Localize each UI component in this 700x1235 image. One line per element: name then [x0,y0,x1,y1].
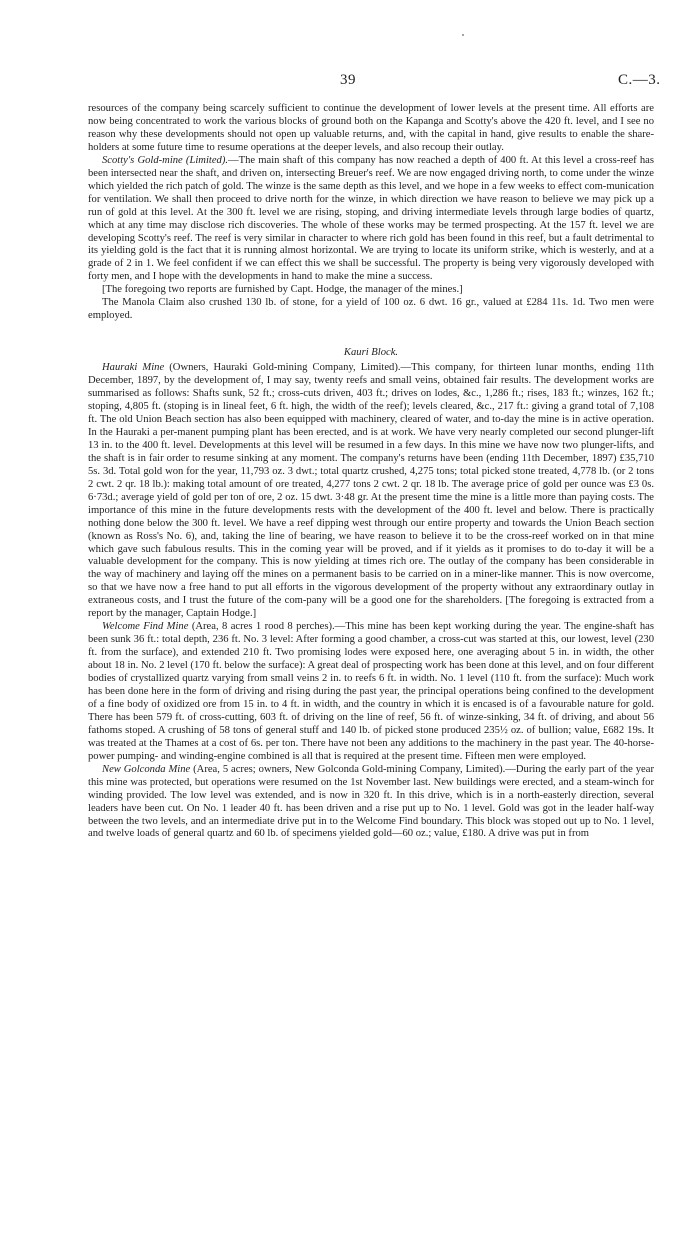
paragraph-title: Hauraki Mine [102,362,165,374]
section-heading-kauri-block: Kauri Block. [343,347,399,359]
paragraph-scottys [88,155,654,285]
paragraph-text: —The main shaft of this company has now reached a depth of 400 ft. At this level a cross-reef has been intersected near the shaft, and driven on, intersecting Breuer's reef. We are now engaged driving north, to come under the winze which yielded the rich patch of gold. The winze is the same depth as this level, and we hope in a few weeks to effect com-munication for ventilation. We shall then proceed to drive north for the winze, in which direction we have reason to believe we may pick up a run of gold at this level. At the 300 ft. level we are rising, stoping, and driving intermediate levels through large bodies of quartz, which at any time may disclose rich discoveries. The whole of these works may be termed prospecting. At the 157 ft. level we are developing Scotty's reef. The reef is very similar in character to where rich gold has been found in this reef, but a fault detrimental to its yielding gold is the fact that it is running almost horizontal. We are trying to locate its uniform strike, which is westerly, and at a grade of 2 in 1. We feel confident if we can effect this we shall be successful. The property is being very vigorously developed with forty men, and I hope with the developments in hand to make the mine a success. [88,154,654,283]
body-text [88,103,654,841]
paragraph-text: (Area, 5 acres; owners, New Golconda Gold-mining Company, Limited).—During the early part of the year this mine was protected, but operations were resumed on the 1st November last. New buildings were erected, and a steam-winch for winding provided. The low level was extended, and is now in 320 ft. In this drive, which is in a north-easterly direction, several leaders have been cut. On No. 1 leader 40 ft. has been driven and a rise put up to No. 1 level. Gold was got in the leader half-way between the two levels, and an intermediate drive put in to the Welcome Find boundary. This block was stoped out up to No. 1 level, and twelve loads of general quartz and 60 lb. of specimens yielded gold—60 oz.; value, £180. A drive was put in from [88,763,654,840]
paragraph-title: Welcome Find Mine [102,621,189,633]
paragraph-text: (Owners, Hauraki Gold-mining Company, Limited).—This company, for thirteen lunar months, ending 11th December, 1897, by the development of, I may say, twenty reefs and small veins, obtained fair results. The development works are summarised as follows: Shafts sunk, 52 ft.; cross-cuts driven, 403 ft.; drives on lodes, &c., 1,286 ft.; rises, 183 ft.; winzes, 162 ft.; stoping, 4,805 ft. (stoping is in lineal feet, 6 ft. high, the width of the reef); levels cleared, &c., 217 ft.: giving a grand total of 7,108 ft. The old Union Beach section has also been equipped with machinery, cleared of water, and to-day the mine is in active operation. In the Hauraki a per-manent pumping plant has been erected, and is at work. We have very nearly completed our second plunger-lift 13 in. to the 400 ft. level. Developments at this level will be resumed in a few days. In this mine we have now two plunger-lifts, and the shaft is in fair order to resume sinking at any moment. The company's returns have been (ending 11th December, 1897) £35,710 5s. 3d. Total gold won for the year, 11,793 oz. 3 dwt.; total quartz crushed, 4,275 tons; total picked stone treated, 4,778 lb. (or 2 tons 2 cwt. 2 qr. 18 lb.): making total amount of ore treated, 4,277 tons 2 cwt. 2 qr. 18 lb. The average price of gold per ounce was £3 0s. 6·73d.; average yield of gold per ton of ore, 2 oz. 15 dwt. 3·48 gr. At the present time the mine is a little more than paying costs. The importance of this mine in the future developments rests with the development of the 400 ft. level and below. There is practically nothing done below the 300 ft. level. We have a reef dipping west through our entire property and towards the Union Beach section (known as Ross's No. 6), and, taking the line of bearing, we have reason to believe it to be the cross-reef worked on in that mine which gave such fabulous results. This in the coming year will be proved, and if it yields as it promises to do to-day it will be a valuable development for the company. This is now yielding at times rich ore. The outlay of the company has been considerable in the way of machinery and laying off the mines on a permanent basis to be carried on in a miner-like manner. This is now overcome, so that we have now a free hand to put all efforts in the vigorous development of the property without any extraordinary outlay in extraneous costs, and I trust the future of the com-pany will be a good one for the shareholders. [The foregoing is extracted from a report by the manager, Captain Hodge.] [88,362,654,620]
paragraph-note-hodge: [The foregoing two reports are furnished by Capt. Hodge, the manager of the mines.] [102,284,463,296]
paragraph-hauraki [88,362,654,621]
paragraph-title: Scotty's Gold-mine (Limited). [102,154,229,166]
document-reference: C.—3. [618,72,661,88]
paragraph-new-golconda [88,764,654,842]
page-number: 39 [340,72,356,88]
paragraph-kapanga-continuation: resources of the company being scarcely sufficient to continue the development of lower levels at the present time. All efforts are now being concentrated to work the various blocks of ground both on the Kapanga and Scotty's above the 420 ft. level, and I see no reason why these developments should not open up valuable returns, and, with the capital in hand, give results to enable the share-holders at some future time to resume operations at the deeper levels, and also recoup their outlay. [88,103,654,153]
paragraph-title: New Golconda Mine [102,763,191,775]
paragraph-manola-claim: The Manola Claim also crushed 130 lb. of stone, for a yield of 100 oz. 6 dwt. 16 gr., valued at £284 11s. 1d. Two men were employed. [88,297,654,322]
paragraph-welcome-find [88,621,654,763]
paragraph-text: (Area, 8 acres 1 rood 8 perches).—This mine has been kept working during the year. The engine-shaft has been sunk 36 ft.: total depth, 236 ft. No. 3 level: After forming a good chamber, a cross-cut was started at this, our lowest, level (230 ft. from the surface), and extended 210 ft. Two promising lodes were exposed here, one averaging about 5 in. in width, the other about 18 in. No. 2 level (170 ft. below the surface): A great deal of prospecting work has been done at this level, and on four different bodies of crystallized quartz varying from small veins 2 in. to reefs 6 ft. in width. No. 1 level (110 ft. from the surface): Much work has been done here in the form of driving and rising during the past year, the principal operations being confined to the development of a fine body of oxidized ore from 15 in. to 4 ft. in width, and the country in which it is encased is of a favourable nature for gold. There has been 579 ft. of cross-cutting, 603 ft. of driving on the line of reef, 56 ft. of winze-sinking, 34 ft. of driving, and about 56 fathoms stoped. A crushing of 58 tons of general stuff and 140 lb. of picked stone produced 235½ oz. of bullion; value, £682 19s. It was treated at the Thames at a cost of 6s. per ton. There have not been any additions to the machinery in the past year. The 40-horse-power pumping- and winding-engine combined is all that is required at the present time. Fifteen men were employed. [88,621,655,762]
scan-speck [462,34,464,36]
